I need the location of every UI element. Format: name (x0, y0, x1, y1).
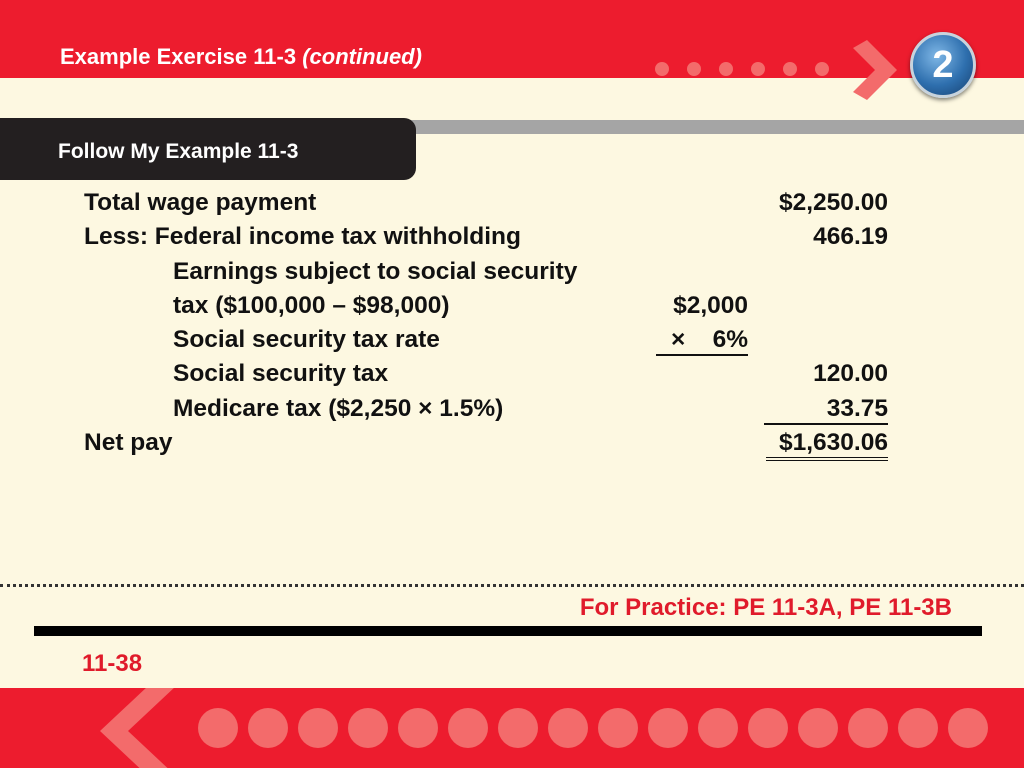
row-ss-rate-amount: × 6% (656, 326, 748, 356)
footer-rule (34, 626, 982, 636)
row-total-wage-amount: $2,250.00 (779, 189, 888, 216)
row-net-pay-amount: $1,630.06 (766, 429, 888, 461)
row-ss-tax-label: Social security tax (173, 360, 389, 387)
row-federal-amount: 466.19 (813, 223, 888, 250)
chevron-left-icon (88, 688, 198, 768)
tab-label: Follow My Example 11-3 (58, 140, 299, 163)
divider-band (400, 120, 1024, 134)
row-medicare-amount: 33.75 (764, 395, 888, 425)
row-ss-rate-label: Social security tax rate (173, 326, 440, 353)
row-tax-range-amount: $2,000 (673, 292, 748, 319)
row-earnings-label: Earnings subject to social security (173, 258, 578, 285)
row-federal-label: Less: Federal income tax withholding (84, 223, 521, 250)
row-net-pay-label: Net pay (84, 429, 173, 456)
row-ss-tax-amount: 120.00 (813, 360, 888, 387)
row-medicare-label: Medicare tax ($2,250 × 1.5%) (173, 395, 504, 422)
dotted-divider (0, 584, 1024, 587)
slide-title: Example Exercise 11-3 (continued) (60, 44, 422, 69)
footer-bar (0, 688, 1024, 768)
row-total-wage-label: Total wage payment (84, 189, 317, 216)
slide-number: 11-38 (82, 650, 143, 677)
chevron-right-icon (845, 40, 905, 100)
step-badge: 2 (910, 32, 976, 98)
row-tax-range-label: tax ($100,000 – $98,000) (173, 292, 450, 319)
practice-reference: For Practice: PE 11-3A, PE 11-3B (579, 594, 952, 621)
